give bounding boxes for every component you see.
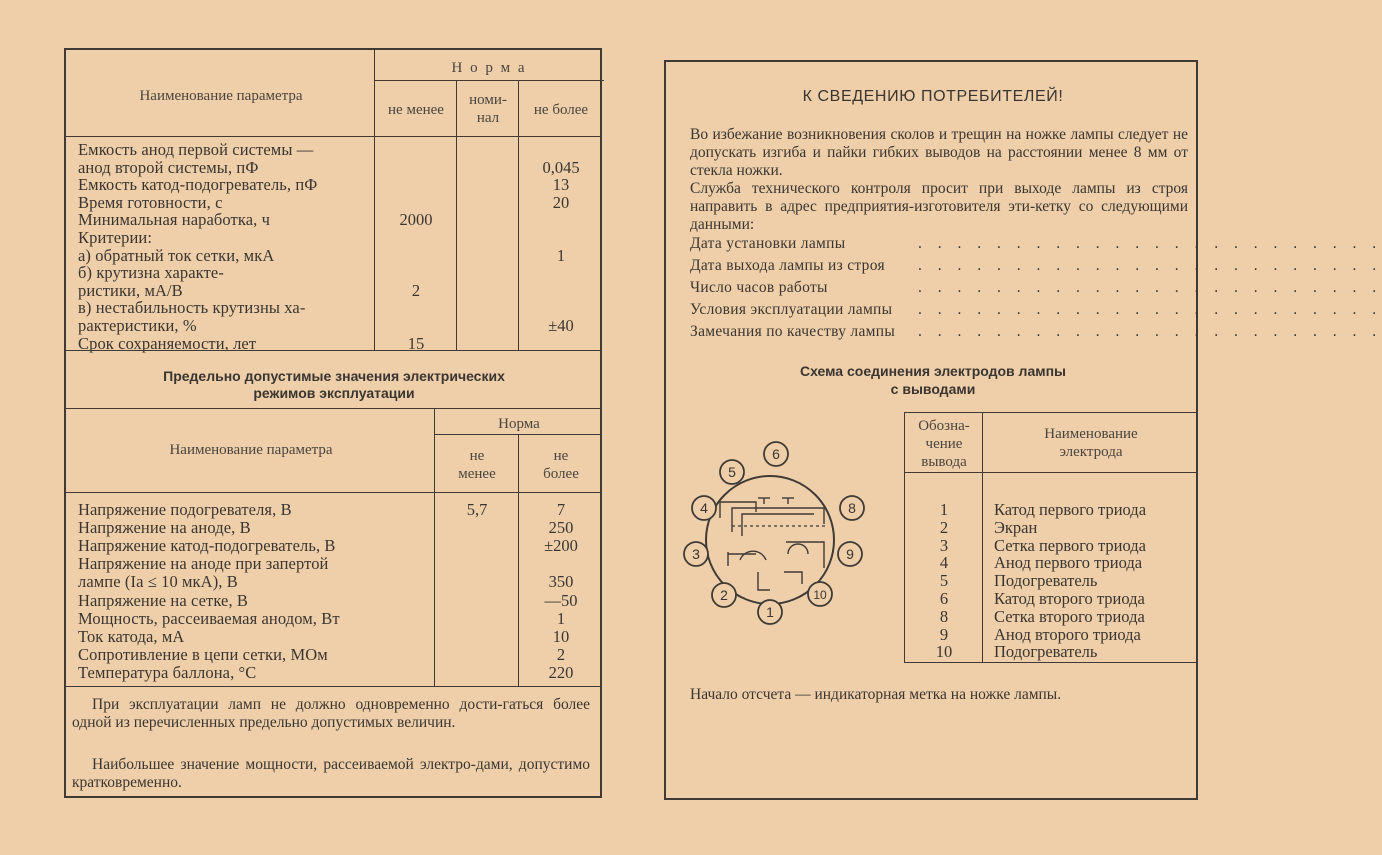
table2-row-label: Напряжение на сетке, В — [78, 590, 249, 610]
pin-table-left-rule — [904, 412, 905, 662]
pin-number: 5 — [939, 571, 949, 591]
reference-mark-note: Начало отсчета — индикаторная метка на ножке лампы. — [690, 686, 1062, 703]
pin-marker-label: 6 — [772, 446, 780, 462]
table1-row-label: анод второй системы, пФ — [78, 157, 259, 177]
note-paragraph-1: При эксплуатации ламп не должно одновременно дости-гаться более одной из перечисленных предельно допустимых величин. — [72, 696, 590, 731]
pin-number: 9 — [939, 624, 949, 644]
table1-row-label: б) крутизна характе- — [78, 263, 224, 283]
pin-marker-label: 4 — [700, 500, 708, 516]
table2-row-label: Температура баллона, °С — [78, 662, 257, 682]
pin-marker — [692, 496, 716, 520]
table2-row-max: 10 — [552, 626, 570, 646]
pin-number: 6 — [939, 589, 949, 608]
pin-table-header-rule — [904, 472, 1198, 473]
table2-divider-param — [434, 408, 435, 686]
table1-row-label: Время готовности, с — [78, 192, 223, 212]
table2-row-max: 1 — [556, 608, 566, 628]
table2-norm-header: Норма — [498, 416, 540, 432]
table1-row-label: а) обратный ток сетки, мкА — [78, 245, 275, 265]
table2-header-rule — [66, 492, 602, 493]
table1-divider-min — [456, 80, 457, 350]
left-page-panel — [64, 48, 602, 798]
table1-row-label: Емкость катод-подогреватель, пФ — [78, 175, 318, 195]
table1-row-max: 1 — [556, 245, 566, 265]
form-line-label: Условия эксплуатации лампы — [690, 301, 893, 318]
pin-marker — [808, 582, 832, 606]
table2-row-label: Напряжение подогревателя, В — [78, 500, 292, 519]
note-paragraph-2: Наибольшее значение мощности, рассеиваемой электро-дами, допустимо кратковременно. — [72, 756, 590, 791]
pin-marker-label: 2 — [720, 587, 728, 603]
electrode-name: Сетка второго триода — [994, 606, 1145, 626]
table2-row-label: Мощность, рассеиваемая анодом, Вт — [78, 608, 340, 628]
pin-marker-label: 10 — [813, 588, 827, 602]
scheme-title-line1: Схема соединения электродов лампы — [799, 363, 1067, 379]
pin-marker — [840, 496, 864, 520]
table2-row-max: 350 — [548, 572, 574, 592]
table2-row-min: 5,7 — [466, 500, 488, 519]
table1-norm-header: Н о р м а — [451, 60, 527, 76]
table2-max-header-2: более — [543, 466, 579, 482]
table1-nom-header-1: номи- — [469, 92, 507, 108]
table1-row-label: рактеристики, % — [78, 316, 197, 335]
table1-row-min: 2 — [411, 280, 421, 300]
electrode-pin-diagram — [674, 432, 886, 632]
table1-max-header: не более — [533, 102, 589, 118]
form-line-dots: . . . . . . . . . . . . . . . . . . . . . . . . — [918, 301, 1382, 318]
form-line-dots: . . . . . . . . . . . . . . . . . . . . . . . . — [918, 323, 1382, 340]
pin-table-divider — [982, 412, 983, 662]
internal-wiring — [720, 498, 824, 590]
table1-row-label: Минимальная наработка, ч — [78, 210, 270, 230]
electrode-name: Анод первого триода — [994, 553, 1143, 573]
pin-table-h2-1: Наименование — [1044, 426, 1138, 442]
pin-table-h1-2: чение — [925, 436, 963, 452]
pin-table-top-rule — [904, 412, 1198, 413]
table1-bottom-rule — [66, 350, 602, 351]
table1-nom-header-2: нал — [476, 110, 500, 126]
pin-marker-label: 1 — [766, 604, 774, 620]
form-line-label: Дата установки лампы — [690, 235, 846, 252]
electrode-name: Анод второго триода — [994, 624, 1141, 644]
table2-row-label: Напряжение на аноде, В — [78, 518, 251, 538]
pin-marker — [838, 542, 862, 566]
pin-number: 3 — [939, 535, 949, 555]
pin-marker — [764, 442, 788, 466]
pin-number: 8 — [939, 606, 949, 626]
pin-marker-label: 3 — [692, 546, 700, 562]
table1-row-label: ристики, мА/В — [78, 280, 183, 300]
pin-marker — [758, 600, 782, 624]
table2-max-header-1: не — [553, 448, 569, 464]
table1-norm-rule — [374, 80, 604, 81]
table1-row-max: ±40 — [548, 316, 574, 335]
scheme-title-line2: с выводами — [890, 381, 976, 397]
table1-row-label: Срок сохраняемости, лет — [78, 333, 257, 353]
form-line-dots: . . . . . . . . . . . . . . . . . . . . . . . . — [918, 257, 1382, 274]
limits-title-line2: режимов эксплуатации — [253, 385, 415, 401]
pin-marker-label: 9 — [846, 546, 854, 562]
pin-table-h1-3: вывода — [921, 454, 967, 470]
table2-row-max: ±200 — [544, 536, 578, 556]
table2-bottom-rule — [66, 686, 602, 687]
table2-row-label: лампе (Iа ≤ 10 мкА), В — [78, 572, 238, 592]
electrode-name: Катод первого триода — [994, 500, 1147, 519]
table1-row-min: 2000 — [399, 210, 433, 230]
table2-min-header-2: менее — [458, 466, 496, 482]
electrode-name: Подогреватель — [994, 642, 1098, 662]
pin-number: 4 — [939, 553, 949, 573]
form-line-dots: . . . . . . . . . . . . . . . . . . . . . . . . — [918, 279, 1382, 296]
limits-title-line1: Предельно допустимые значения электрических — [163, 368, 505, 384]
table2-row-label: Напряжение на аноде при запертой — [78, 554, 329, 574]
form-line-label: Замечания по качеству лампы — [690, 323, 896, 340]
pin-marker — [720, 460, 744, 484]
consumer-notice-title: К СВЕДЕНИЮ ПОТРЕБИТЕЛЕЙ! — [802, 88, 1064, 105]
pin-table-h2-2: электрода — [1059, 444, 1123, 460]
table1-row-max: 20 — [552, 192, 570, 212]
form-line-dots: . . . . . . . . . . . . . . . . . . . . . . . . — [918, 235, 1382, 252]
pin-number: 2 — [939, 517, 949, 537]
pin-table-h1-1: Обозна- — [918, 418, 970, 434]
notice-paragraph-2: Служба технического контроля просит при выходе лампы из строя направить в адрес предприятия-изготовителя эти-кетку со следующими данными: — [690, 180, 1188, 233]
table2-row-label: Напряжение катод-подогреватель, В — [78, 536, 336, 556]
table1-row-max: 13 — [552, 175, 570, 195]
table2-row-label: Сопротивление в цепи сетки, МОм — [78, 644, 328, 664]
table1-row-label: Критерии: — [78, 228, 153, 247]
table1-row-max: 0,045 — [542, 157, 580, 177]
electrode-name: Катод второго триода — [994, 589, 1145, 608]
pin-marker-label: 8 — [848, 500, 856, 516]
table2-top-rule — [66, 408, 602, 409]
electrode-name: Сетка первого триода — [994, 535, 1147, 555]
table2-min-header-1: не — [469, 448, 485, 464]
table1-row-label: Емкость анод первой системы — — [78, 140, 314, 159]
table2-row-max: 2 — [556, 644, 566, 664]
pin-marker — [712, 583, 736, 607]
pin-table-bottom-rule — [904, 662, 1198, 663]
table2-row-max: —50 — [544, 590, 578, 610]
table2-param-header: Наименование параметра — [169, 442, 333, 458]
table1-header-rule — [66, 136, 602, 137]
table1-param-header: Наименование параметра — [139, 88, 303, 104]
table1-divider-nom — [518, 80, 519, 350]
notice-paragraph-1: Во избежание возникновения сколов и трещин на ножке лампы следует не допускать изгиба и пайки гибких выводов на расстоянии менее 8 мм от стекла ножки. — [690, 126, 1188, 179]
pin-markers — [684, 442, 864, 624]
electrode-name: Экран — [994, 517, 1038, 537]
form-line-label: Число часов работы — [690, 279, 828, 296]
right-page-panel — [664, 60, 1382, 800]
table2-divider-min — [518, 434, 519, 686]
pin-marker-label: 5 — [728, 464, 736, 480]
table2-row-max: 250 — [548, 518, 574, 538]
table2-row-label: Ток катода, мА — [78, 626, 185, 646]
table2-row-max: 7 — [556, 500, 566, 519]
pin-number: 1 — [939, 500, 949, 519]
pin-number: 10 — [935, 642, 953, 662]
table2-row-max: 220 — [548, 662, 574, 682]
table1-row-min: 15 — [407, 333, 425, 353]
electrode-name: Подогреватель — [994, 571, 1098, 591]
table1-min-header: не менее — [388, 102, 444, 118]
table1-divider-param — [374, 50, 375, 350]
pin-marker — [684, 542, 708, 566]
form-line-label: Дата выхода лампы из строя — [690, 257, 885, 274]
table1-row-label: в) нестабильность крутизны ха- — [78, 298, 306, 318]
